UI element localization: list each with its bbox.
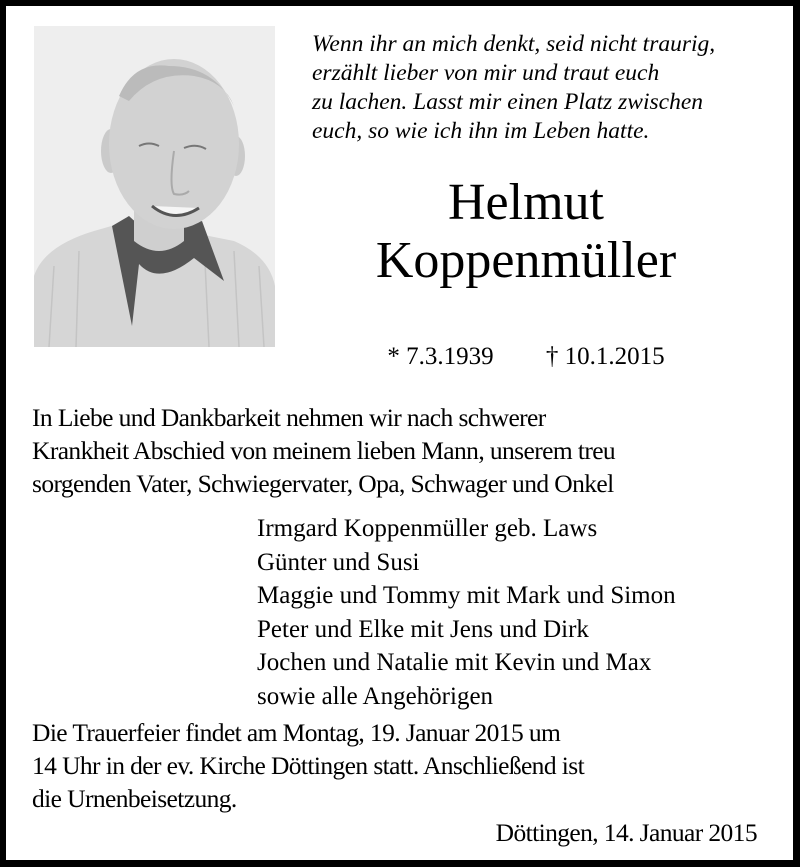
birth-date: * 7.3.1939 xyxy=(387,343,494,370)
service-info xyxy=(32,716,792,815)
mourner-line: sowie alle Angehörigen xyxy=(257,682,494,710)
service-line: Die Trauerfeier findet am Montag, 19. Januar 2015 um xyxy=(32,718,561,747)
memorial-quote xyxy=(312,30,782,146)
mourners-list xyxy=(257,512,777,713)
service-line: 14 Uhr in der ev. Kirche Döttingen statt. Anschließend ist xyxy=(32,751,585,780)
first-name: Helmut xyxy=(448,174,604,231)
death-date: † 10.1.2015 xyxy=(545,343,665,370)
intro-line: In Liebe und Dankbarkeit nehmen wir nach schwerer xyxy=(32,403,546,432)
mourner-line: Irmgard Koppenmüller geb. Laws xyxy=(257,515,598,542)
obituary-notice xyxy=(6,6,793,860)
mourner-line: Jochen und Natalie mit Kevin und Max xyxy=(257,649,652,676)
intro-line: Krankheit Abschied von meinem lieben Mann, unserem treu xyxy=(32,436,616,465)
last-name: Koppenmüller xyxy=(375,232,677,289)
mourner-line: Günter und Susi xyxy=(257,548,420,576)
service-line: die Urnenbeisetzung. xyxy=(32,784,237,813)
portrait-photo xyxy=(34,26,275,347)
mourner-line: Maggie und Tommy mit Mark und Simon xyxy=(257,582,676,609)
mourner-line: Peter und Elke mit Jens und Dirk xyxy=(257,615,589,643)
intro-text xyxy=(32,401,792,500)
quote-line: Wenn ihr an mich denkt, seid nicht traurig, xyxy=(312,31,716,57)
quote-line: erzählt lieber von mir und traut euch xyxy=(312,60,660,86)
quote-line: euch, so wie ich ihn im Leben hatte. xyxy=(312,118,650,144)
life-dates xyxy=(306,342,746,372)
intro-line: sorgenden Vater, Schwiegervater, Opa, Schwager und Onkel xyxy=(32,469,614,498)
place-and-date: Döttingen, 14. Januar 2015 xyxy=(495,818,757,847)
quote-line: zu lachen. Lasst mir einen Platz zwischen xyxy=(312,89,703,115)
deceased-name xyxy=(306,174,746,290)
